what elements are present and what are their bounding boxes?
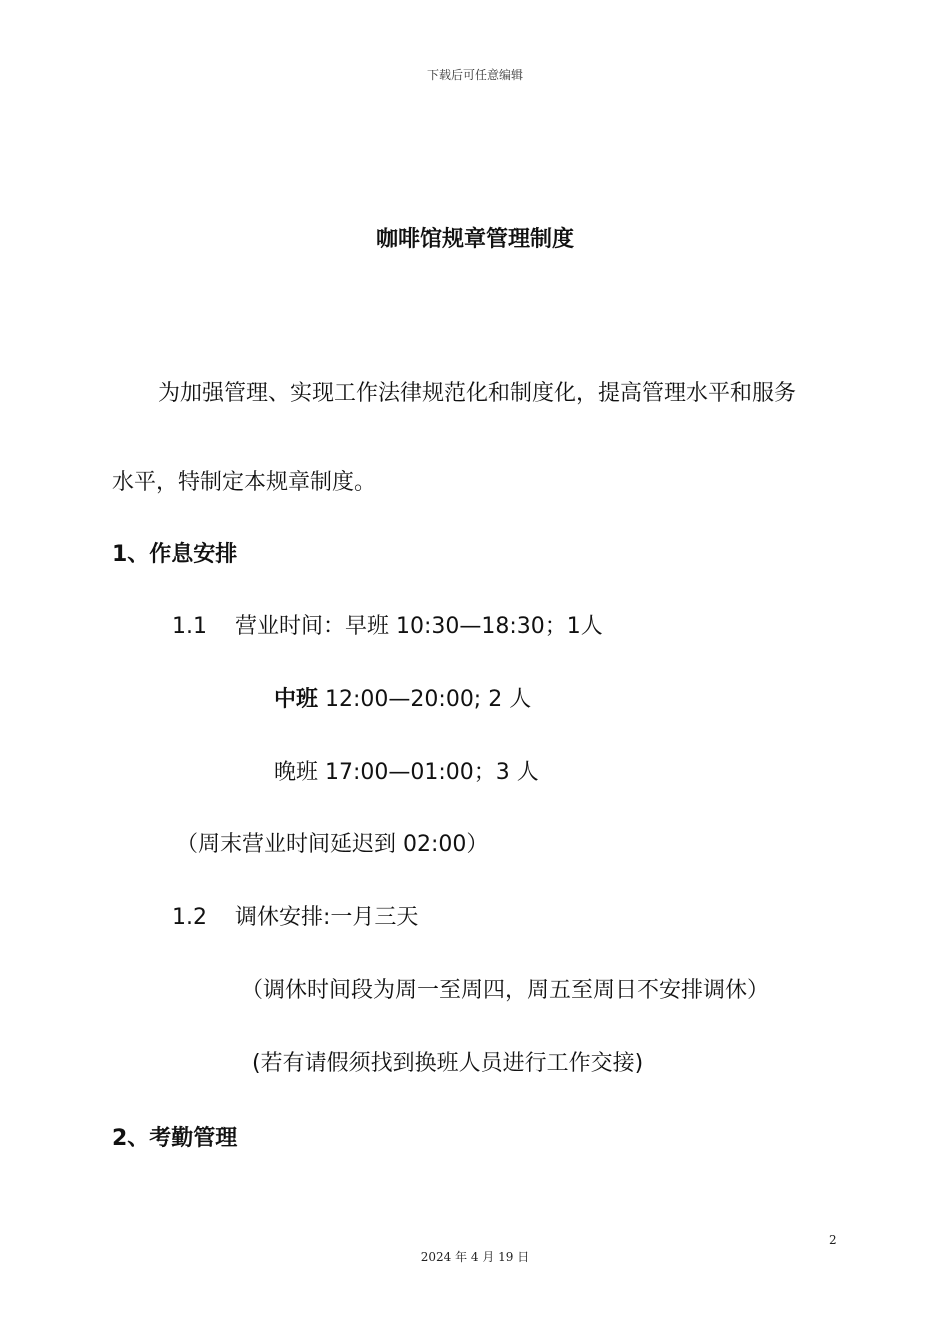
item-1-2-text: 调休安排:一月三天 (235, 905, 419, 930)
item-1-1 (172, 609, 603, 640)
leave-period-note: （调休时间段为周一至周四，周五至周日不安排调休） (241, 978, 770, 1003)
item-1-2-label: 1.2 (172, 905, 207, 930)
item-1-2 (172, 900, 418, 931)
page-number: 2 (829, 1233, 837, 1247)
section-heading-schedule: 1、作息安排 (112, 542, 238, 567)
item-1-1-label: 1.1 (172, 614, 207, 639)
shift-late-line: 晚班 17:00—01:00；3 人 (274, 760, 539, 785)
weekend-hours-note: （周末营业时间延迟到 02:00） (176, 832, 489, 857)
section-heading-attendance: 2、考勤管理 (112, 1126, 238, 1151)
intro-paragraph-line-1: 为加强管理、实现工作法律规范化和制度化，提高管理水平和服务 (158, 381, 797, 406)
footer-date: 2024 年 4 月 19 日 (420, 1250, 530, 1264)
shift-mid-label: 中班 (274, 687, 319, 712)
document-title: 咖啡馆规章管理制度 (375, 227, 574, 252)
shift-mid-line (274, 682, 531, 713)
shift-mid-text: 12:00—20:00; 2 人 (318, 687, 532, 712)
leave-handover-note: (若有请假须找到换班人员进行工作交接) (252, 1051, 644, 1076)
intro-paragraph-line-2: 水平，特制定本规章制度。 (112, 470, 377, 495)
item-1-1-text: 营业时间：早班 10:30—18:30；1人 (235, 614, 603, 639)
page-header-note: 下载后可任意编辑 (426, 68, 523, 82)
